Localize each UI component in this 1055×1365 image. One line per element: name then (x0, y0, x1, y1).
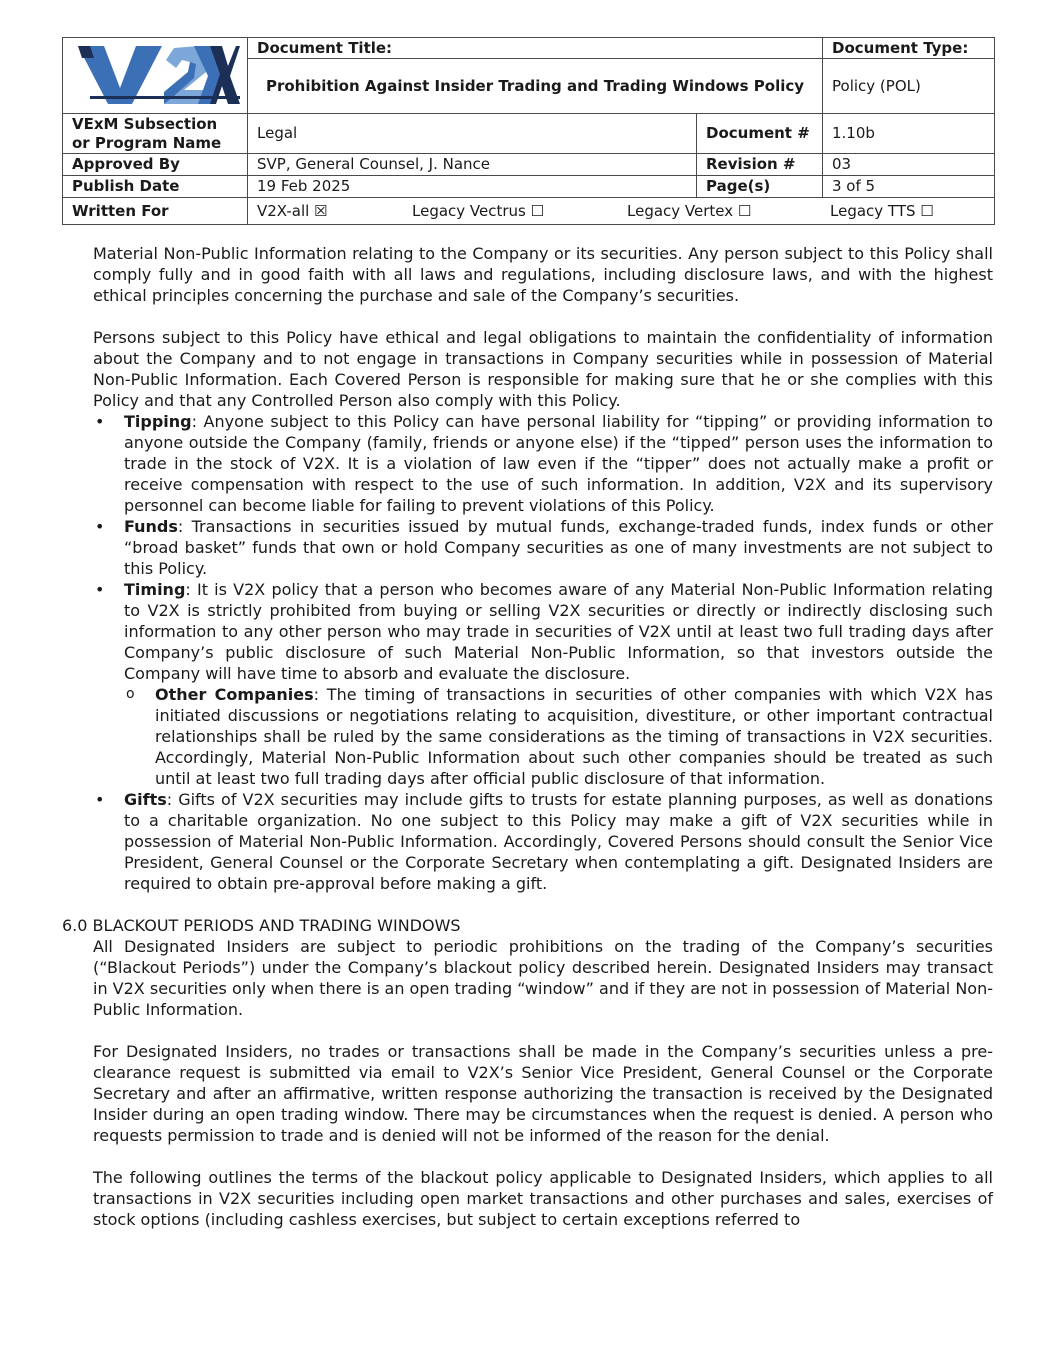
bullet-text: : It is V2X policy that a person who becomes aware of any Material Non-Public Information relating to V2X is strictly prohibited from buying or selling V2X securities or directly or indirectly disclosing such information to any other person who may trade in securities of V2X until at least two full trading days after Company’s public disclosure of such Material Non-Public Information, so that investors outside the Company will have time to absorb and evaluate the disclosure. (124, 580, 993, 683)
bullet-term: Funds (124, 517, 178, 536)
paragraph-blackout-periods: All Designated Insiders are subject to periodic prohibitions on the trading of the Company’s securities (“Blackout Periods”) under the Company’s blackout policy described herein. Designated Insiders may transact in V2X securities only when there is an open trading “window” and if they are not in possession of Material Non-Public Information. (93, 937, 993, 1019)
bullet-text: : The timing of transactions in securities of other companies with which V2X has initiated discussions or negotiations relating to acquisition, divestiture, or other important contractual relationships shall be ruled by the same considerations as the timing of transactions in V2X securities. Accordingly, Material Non-Public Information about such other companies should be treated as such until at least two full trading days after official public disclosure of that information. (155, 685, 993, 788)
bullet-term: Other Companies (155, 685, 314, 704)
doc-number-label: Document # (697, 114, 823, 154)
bullet-term: Gifts (124, 790, 167, 809)
section-heading: 6.0 BLACKOUT PERIODS AND TRADING WINDOWS (62, 916, 461, 935)
written-for-options (248, 198, 995, 225)
bullet-text: : Anyone subject to this Policy can have personal liability for “tipping” or providing information to anyone outside the Company (family, friends or anyone else) if the “tipped” person uses the information to trade in the stock of V2X. It is a violation of law even if the “tipper” does not actually make a profit or receive compensation with respect to the use of such information. In addition, V2X and its supervisory personnel can become liable for failing to prevent violations of this Policy. (124, 412, 993, 515)
approved-value: SVP, General Counsel, J. Nance (248, 154, 697, 176)
subsection-value: Legal (248, 114, 697, 154)
approved-label: Approved By (63, 154, 248, 176)
doc-number-value: 1.10b (823, 114, 995, 154)
bullet-term: Timing (124, 580, 186, 599)
document-body (0, 243, 1055, 1251)
written-for-legacy-vectrus: Legacy Vectrus ☐ (412, 202, 545, 220)
publish-date-value: 19 Feb 2025 (248, 176, 697, 198)
bullet-tipping (93, 411, 993, 516)
written-for-legacy-tts: Legacy TTS ☐ (830, 202, 934, 220)
paragraph-confidentiality: Persons subject to this Policy have ethical and legal obligations to maintain the confidentiality of information about the Company and to not engage in transactions in Company securities while in possession of Material Non-Public Information. Each Covered Person is responsible for making sure that he or she complies with this Policy and that any Controlled Person also comply with this Policy. (93, 328, 993, 410)
revision-label: Revision # (697, 154, 823, 176)
doc-title-label: Document Title: (248, 38, 823, 59)
written-for-label: Written For (63, 198, 248, 225)
document-header-table (62, 37, 995, 225)
paragraph-pre-clearance: For Designated Insiders, no trades or transactions shall be made in the Company’s securities unless a pre-clearance request is submitted via email to V2X’s Senior Vice President, General Counsel or the Corporate Secretary and after an affirmative, written response authorizing the transaction is received by the Designated Insider during an open trading window. There may be circumstances when the request is denied. A person who requests permission to trade and is denied will not be informed of the reason for the denial. (93, 1042, 993, 1145)
pages-value: 3 of 5 (823, 176, 995, 198)
bullet-text: : Gifts of V2X securities may include gifts to trusts for estate planning purposes, as well as donations to a charitable organization. No one subject to this Policy may make a gift of V2X securities while in possession of Material Non-Public Information. Accordingly, Covered Persons should consult the Senior Vice President, General Counsel or the Corporate Secretary when contemplating a gift. Designated Insiders are required to obtain pre-approval before making a gift. (124, 790, 993, 893)
v2x-logo (70, 38, 240, 108)
doc-type-value: Policy (POL) (823, 59, 995, 114)
bullet-timing (93, 579, 993, 789)
bullet-funds (93, 516, 993, 579)
bullet-gifts (93, 789, 993, 894)
revision-value: 03 (823, 154, 995, 176)
sub-bullet-other-companies (124, 684, 993, 789)
publish-date-label: Publish Date (63, 176, 248, 198)
subsection-label: VExM Subsection or Program Name (63, 114, 248, 154)
written-for-v2x-all: V2X-all ☒ (257, 202, 328, 220)
policy-bullet-list (93, 411, 993, 894)
bullet-text: : Transactions in securities issued by mutual funds, exchange-traded funds, index funds or other “broad basket” funds that own or hold Company securities as one of many investments are not subject to this Policy. (124, 517, 993, 578)
paragraph-mnpi-compliance: Material Non-Public Information relating to the Company or its securities. Any person subject to this Policy shall comply fully and in good faith with all laws and regulations, including disclosure laws, and with the highest ethical principles concerning the purchase and sale of the Company’s securities. (93, 244, 993, 305)
written-for-legacy-vertex: Legacy Vertex ☐ (627, 202, 752, 220)
doc-title: Prohibition Against Insider Trading and Trading Windows Policy (248, 59, 823, 114)
paragraph-blackout-terms: The following outlines the terms of the blackout policy applicable to Designated Insiders, which applies to all transactions in V2X securities including open market transactions and other purchases and sales, exercises of stock options (including cashless exercises, but subject to certain exceptions referred to (93, 1168, 993, 1229)
timing-sub-list (124, 684, 993, 789)
bullet-term: Tipping (124, 412, 192, 431)
doc-type-label: Document Type: (823, 38, 995, 59)
pages-label: Page(s) (697, 176, 823, 198)
logo-cell (63, 38, 248, 114)
